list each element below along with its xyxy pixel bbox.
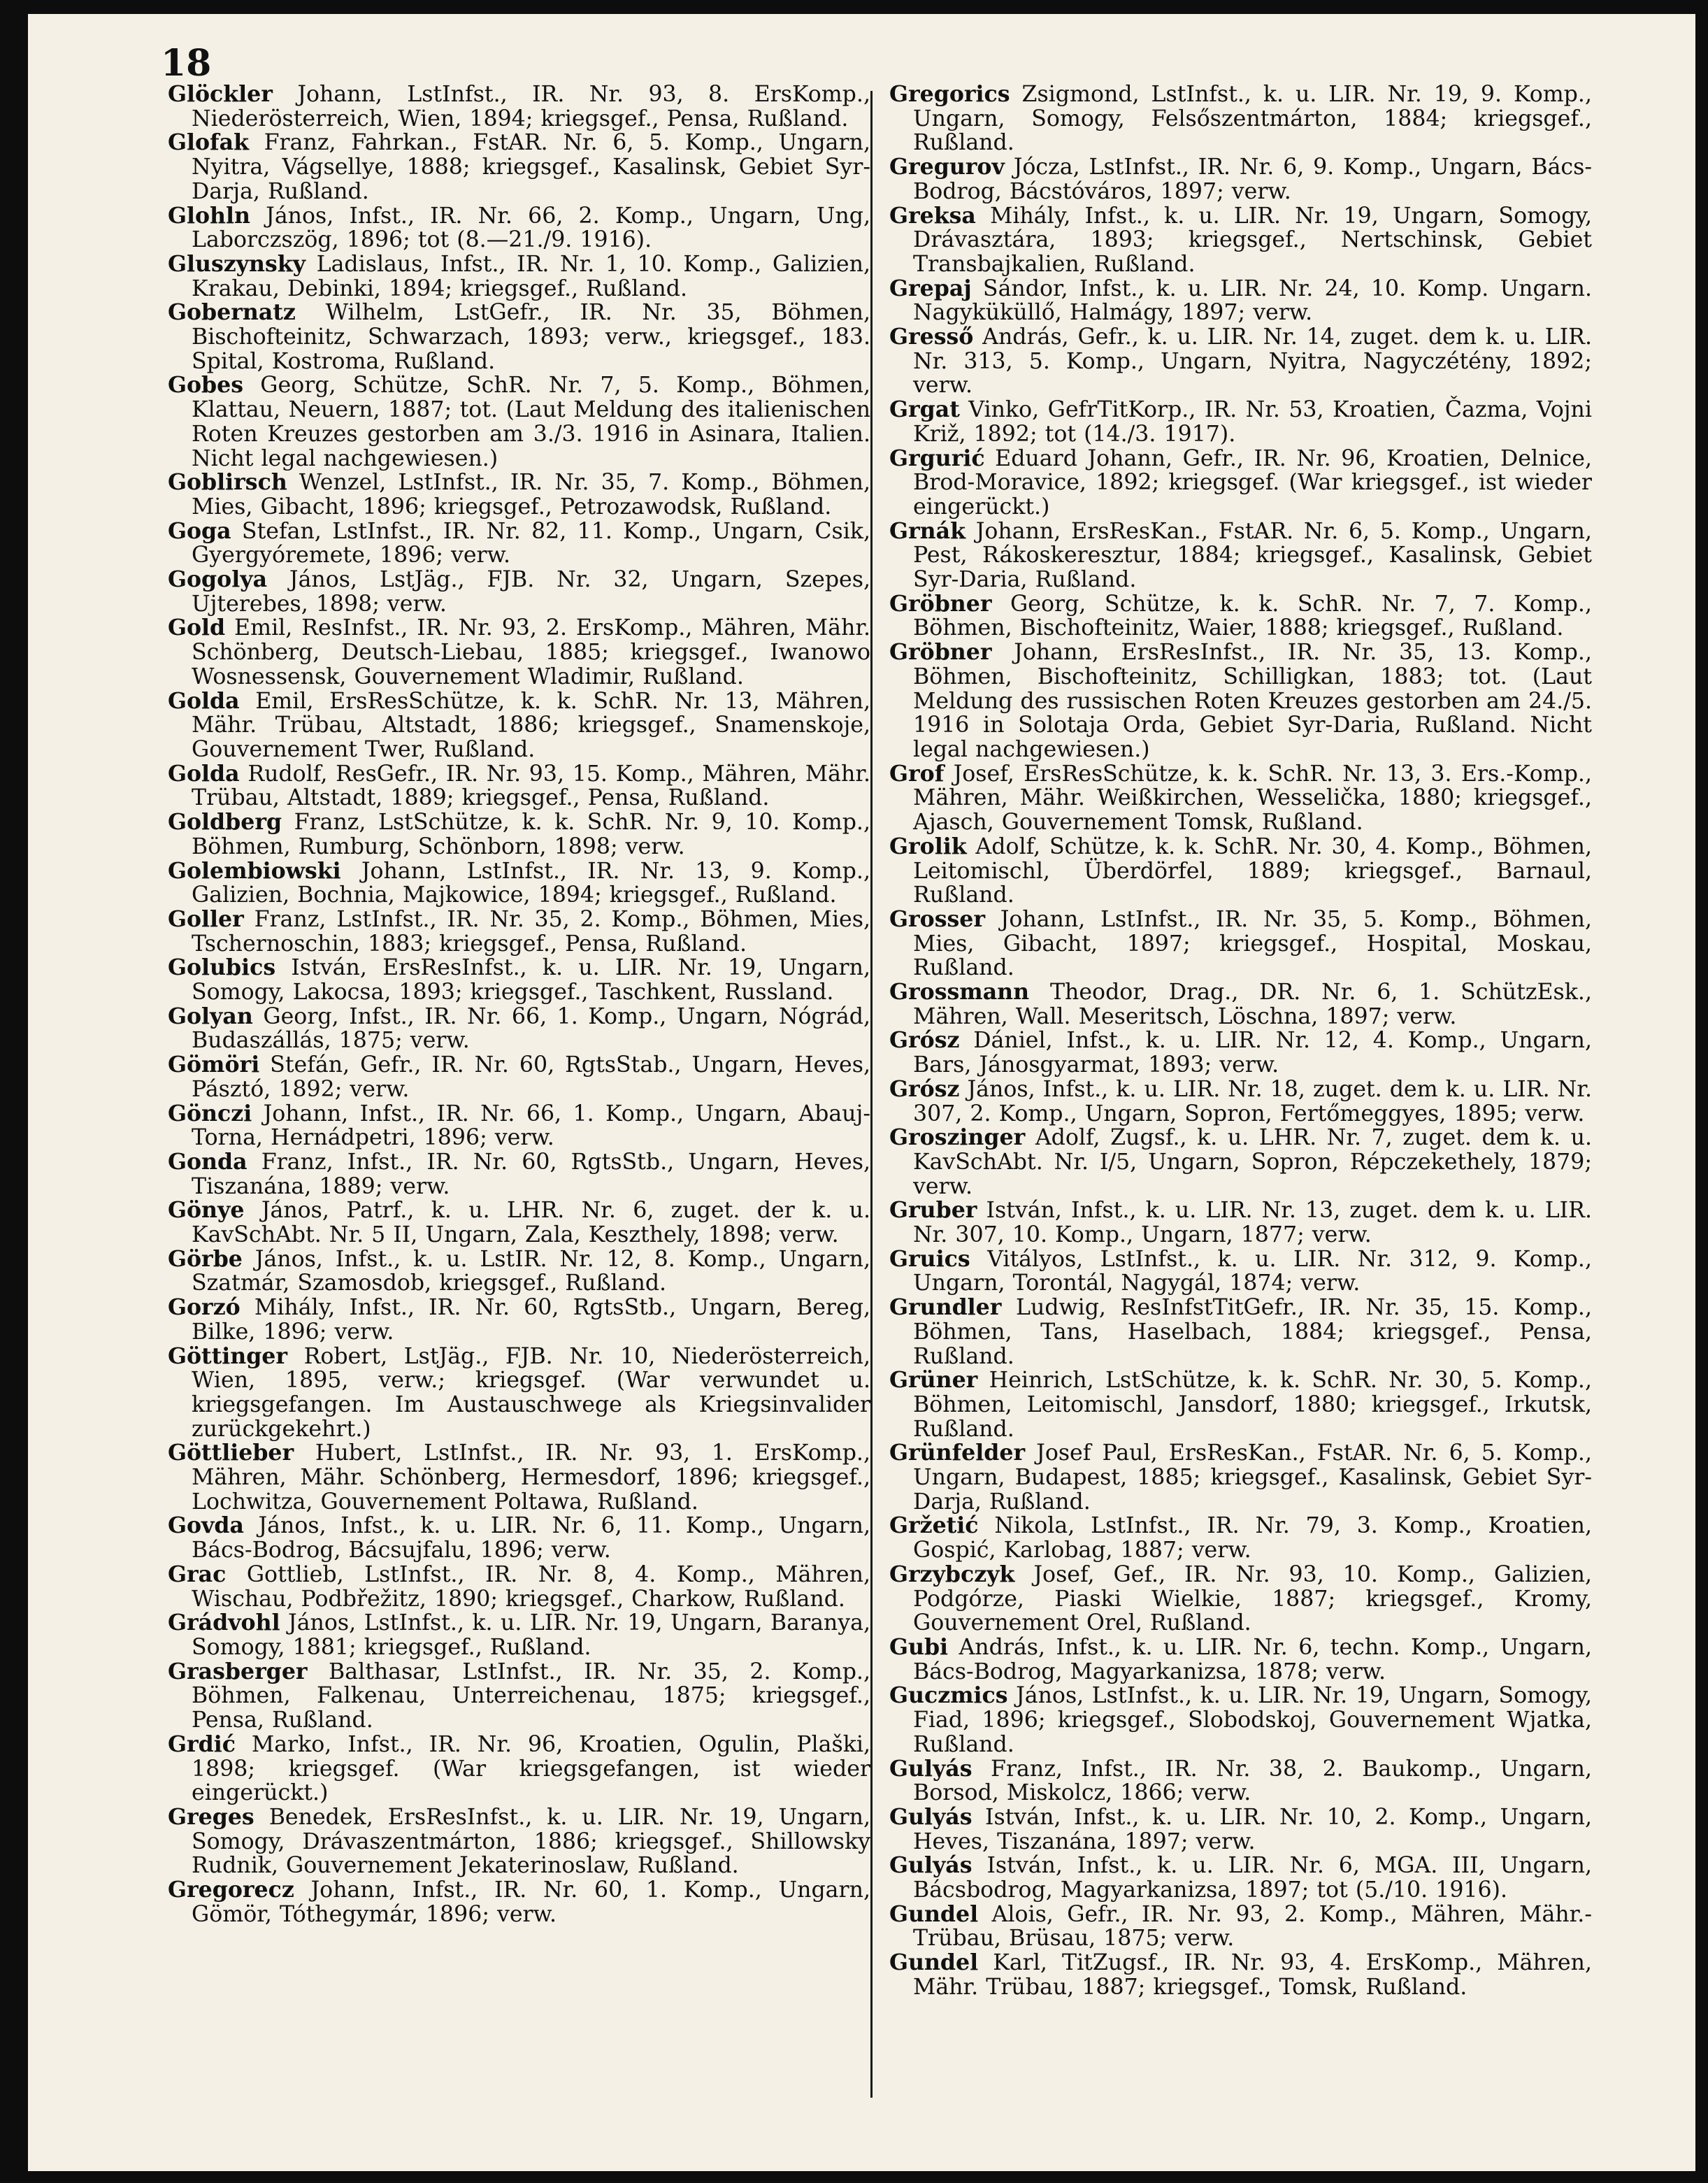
register-entry [168, 1441, 870, 1514]
register-entry [168, 616, 870, 689]
register-entry [889, 1029, 1592, 1077]
entry-surname: Goblirsch [168, 469, 287, 496]
register-entry [889, 1368, 1592, 1441]
register-entry [889, 1854, 1592, 1902]
entry-details: András, Gefr., k. u. LIR. Nr. 14, zuget. dem k. u. LIR. Nr. 313, 5. Komp., Ungarn, Nyitra, Nagyczétény, 1892; verw. [913, 324, 1593, 399]
entry-surname: Grósz [889, 1075, 960, 1102]
entry-surname: Golda [168, 687, 240, 714]
entry-details: Stefán, Gefr., IR. Nr. 60, RgtsStab., Ungarn, Heves, Pásztó, 1892; verw. [192, 1052, 870, 1102]
entry-details: Franz, Infst., IR. Nr. 60, RgtsStb., Ungarn, Heves, Tiszanána, 1889; verw. [192, 1149, 870, 1199]
entry-surname: Golubics [168, 954, 276, 981]
entry-surname: Gregorics [889, 81, 1010, 107]
entry-details: Rudolf, ResGefr., IR. Nr. 93, 15. Komp., Mähren, Mähr. Trübau, Altstadt, 1889; kriegsgef., Pensa, Rußland. [192, 761, 870, 811]
entry-details: Johann, LstInfst., IR. Nr. 93, 8. ErsKomp., Niederösterreich, Wien, 1894; kriegsgef., Pensa, Rußland. [192, 82, 870, 131]
entry-surname: Govda [168, 1512, 244, 1539]
entry-details: Jócza, LstInfst., IR. Nr. 6, 9. Komp., Ungarn, Bács-Bodrog, Bácstóváros, 1897; verw. [913, 155, 1592, 204]
register-entry [889, 83, 1592, 155]
entry-surname: Grosser [889, 906, 986, 932]
entry-details: Heinrich, LstSchütze, k. k. SchR. Nr. 30, 5. Komp., Böhmen, Leitomischl, Jansdorf, 1880; kriegsgef., Irkutsk, Rußland. [913, 1368, 1592, 1442]
register-entry [889, 517, 1592, 593]
entry-surname: Gogolya [168, 566, 268, 593]
register-entry [168, 252, 870, 301]
entry-surname: Gluszynsky [168, 250, 306, 277]
entry-details: Robert, LstJäg., FJB. Nr. 10, Niederösterreich, Wien, 1895, verw.; kriegsgef. (War verwundet u. kriegsgefangen. Im Austauschwege als Kriegsinvalider zurückgekehrt.) [192, 1343, 870, 1442]
entry-details: Georg, Schütze, k. k. SchR. Nr. 7, 7. Komp., Böhmen, Bischofteinitz, Waier, 1888; kriegsgef., Rußland. [913, 591, 1592, 641]
register-entry [889, 1636, 1592, 1684]
register-entry [889, 1247, 1592, 1296]
register-entry [168, 1005, 870, 1053]
page-number: 18 [161, 42, 212, 85]
register-entry [168, 301, 870, 373]
entry-details: Johann, ErsResInfst., IR. Nr. 35, 13. Komp., Böhmen, Bischofteinitz, Schilligkan, 1883; tot. (Laut Meldung des russischen Roten Kreuzes gestorben am 24./5. 1916 in Solotaja Orda, Gebiet Syr-Daria, Rußland. Nicht legal nachgewiesen.) [913, 640, 1592, 762]
entry-surname: Gregorecz [168, 1877, 294, 1903]
entry-surname: Glofak [168, 129, 250, 156]
entry-surname: Gobes [168, 372, 244, 399]
entry-details: István, Infst., k. u. LIR. Nr. 6, MGA. III, Ungarn, Bácsbodrog, Magyarkanizsa, 1897; tot (5./10. 1916). [913, 1853, 1593, 1903]
register-entry [168, 373, 870, 471]
entry-surname: Grüner [889, 1367, 978, 1394]
entry-details: Theodor, Drag., DR. Nr. 6, 1. SchützEsk., Mähren, Wall. Meseritsch, Löschna, 1897; verw. [913, 980, 1593, 1029]
register-entry [168, 1805, 870, 1878]
register-entry [889, 908, 1592, 980]
entry-details: Sándor, Infst., k. u. LIR. Nr. 24, 10. Komp. Ungarn. Nagyküküllő, Halmágy, 1897; verw. [913, 275, 1592, 326]
register-entry [168, 1053, 870, 1101]
entry-details: Ludwig, ResInfstTitGefr., IR. Nr. 35, 15. Komp., Böhmen, Tans, Haselbach, 1884; kriegsgef., Pensa, Rußland. [913, 1295, 1592, 1369]
register-entry [168, 1733, 870, 1805]
entry-surname: Gulyás [889, 1755, 973, 1782]
entry-details: Vinko, GefrTitKorp., IR. Nr. 53, Kroatien, Čazma, Vojni Križ, 1892; tot (14./3. 1917). [913, 397, 1592, 447]
register-entry [889, 835, 1592, 908]
register-entry [168, 689, 870, 762]
entry-surname: Gržetić [889, 1512, 979, 1539]
register-entry [168, 1514, 870, 1562]
entry-details: Mihály, Infst., k. u. LIR. Nr. 19, Ungarn, Somogy, Drávasztára, 1893; kriegsgef., Nertschinsk, Gebiet Transbajkalien, Rußland. [913, 203, 1592, 277]
entry-surname: Grgat [889, 396, 960, 423]
register-entry [168, 83, 870, 131]
column-divider [870, 91, 873, 2098]
entry-details: Johann, LstInfst., IR. Nr. 35, 5. Komp., Böhmen, Mies, Gibacht, 1897; kriegsgef., Hospital, Moskau, Rußland. [913, 906, 1592, 981]
scan-edge-top [0, 0, 1708, 14]
entry-details: Nikola, LstInfst., IR. Nr. 79, 3. Komp., Kroatien, Gospić, Karlobag, 1887; verw. [913, 1513, 1592, 1563]
entry-details: János, LstJäg., FJB. Nr. 32, Ungarn, Szepes, Ujterebes, 1898; verw. [192, 567, 870, 617]
register-entry [889, 1757, 1592, 1805]
register-entry [889, 277, 1592, 325]
entry-details: István, ErsResInfst., k. u. LIR. Nr. 19, Ungarn, Somogy, Lakocsa, 1893; kriegsgef., Taschkent, Russland. [192, 955, 870, 1005]
document-page [28, 14, 1695, 2171]
register-entry [168, 1345, 870, 1442]
register-entry [168, 1150, 870, 1198]
register-entry [168, 1198, 870, 1247]
register-entry [889, 1075, 1592, 1126]
entry-details: Emil, ResInfst., IR. Nr. 93, 2. ErsKomp., Mähren, Mähr. Schönberg, Deutsch-Liebau, 1885; kriegsgef., Iwanowo Wosnessensk, Gouvernement Wladimir, Rußland. [192, 615, 870, 689]
entry-details: Josef Paul, ErsResKan., FstAR. Nr. 6, 5. Komp., Ungarn, Budapest, 1885; kriegsgef., Kasalinsk, Gebiet Syr-Darja, Rußland. [913, 1440, 1592, 1515]
register-entry [889, 325, 1592, 398]
entry-surname: Grgurić [889, 445, 985, 471]
entry-surname: Goga [168, 517, 231, 544]
entry-surname: Gold [168, 615, 226, 641]
register-entry [889, 1126, 1592, 1198]
register-entry [168, 1563, 870, 1611]
entry-details: Wenzel, LstInfst., IR. Nr. 35, 7. Komp., Böhmen, Mies, Gibacht, 1896; kriegsgef., Petrozawodsk, Rußland. [192, 470, 870, 520]
register-entry [889, 592, 1592, 640]
register-entry [889, 204, 1592, 277]
entry-surname: Gonda [168, 1148, 247, 1175]
entry-details: János, Patrf., k. u. LHR. Nr. 6, zuget. der k. u. KavSchAbt. Nr. 5 II, Ungarn, Zala, Keszthely, 1898; verw. [192, 1198, 870, 1248]
entry-surname: Gundel [889, 1949, 979, 1976]
entry-details: Franz, Fahrkan., FstAR. Nr. 6, 5. Komp., Ungarn, Nyitra, Vágsellye, 1888; kriegsgef., Kasalinsk, Gebiet Syr-Darja, Rußland. [192, 130, 870, 204]
entry-details: Georg, Schütze, SchR. Nr. 7, 5. Komp., Böhmen, Klattau, Neuern, 1887; tot. (Laut Meldung des italienischen Roten Kreuzes gestorben am 3./3. 1916 in Asinara, Italien. Nicht legal nachgewiesen.) [192, 373, 870, 471]
register-entry [168, 810, 870, 859]
entry-details: Adolf, Schütze, k. k. SchR. Nr. 30, 4. Komp., Böhmen, Leitomischl, Überdörfel, 1889; kriegsgef., Barnaul, Rußland. [913, 833, 1592, 908]
entry-details: Johann, ErsResKan., FstAR. Nr. 6, 5. Komp., Ungarn, Pest, Rákoskeresztur, 1884; kriegsgef., Kasalinsk, Gebiet Syr-Daria, Rußland. [913, 518, 1592, 593]
entry-surname: Guczmics [889, 1682, 1008, 1709]
entry-surname: Gorzó [168, 1294, 241, 1321]
register-entry [889, 1198, 1592, 1247]
entry-surname: Gresső [889, 324, 974, 350]
entry-surname: Gundel [889, 1901, 979, 1927]
entry-surname: Grünfelder [889, 1440, 1026, 1466]
left-column [168, 83, 870, 1926]
register-entry [889, 1296, 1592, 1368]
entry-details: Adolf, Zugsf., k. u. LHR. Nr. 7, zuget. dem k. u. KavSchAbt. Nr. I/5, Ungarn, Sopron, Répczekethely, 1879; verw. [913, 1125, 1593, 1199]
entry-details: Eduard Johann, Gefr., IR. Nr. 96, Kroatien, Delnice, Brod-Moravice, 1892; kriegsgef. (War kriegsgef., ist wieder eingerückt.) [913, 445, 1592, 520]
entry-surname: Gruics [889, 1245, 970, 1272]
entry-details: Mihály, Infst., IR. Nr. 60, RgtsStb., Ungarn, Bereg, Bilke, 1896; verw. [192, 1295, 870, 1345]
entry-surname: Grac [168, 1561, 227, 1587]
entry-surname: Gönye [168, 1197, 245, 1224]
register-entry [889, 398, 1592, 446]
entry-details: Georg, Infst., IR. Nr. 66, 1. Komp., Ungarn, Nógrád, Budaszállás, 1875; verw. [192, 1003, 870, 1054]
entry-surname: Grundler [889, 1294, 1002, 1321]
register-entry [889, 155, 1592, 203]
entry-details: Alois, Gefr., IR. Nr. 93, 2. Komp., Mähren, Mähr.-Trübau, Brüsau, 1875; verw. [913, 1901, 1593, 1952]
entry-details: Stefan, LstInfst., IR. Nr. 82, 11. Komp., Ungarn, Csik, Gyergyóremete, 1896; verw. [192, 518, 870, 568]
register-entry [168, 1102, 870, 1150]
entry-details: János, Infst., IR. Nr. 66, 2. Komp., Ungarn, Ung, Laborczszög, 1896; tot (8.—21./9. 1916). [192, 203, 870, 253]
entry-details: Benedek, ErsResInfst., k. u. LIR. Nr. 19, Ungarn, Somogy, Drávaszentmárton, 1886; kriegsgef., Shillowsky Rudnik, Gouvernement Jekaterinoslaw, Rußland. [192, 1804, 871, 1879]
entry-surname: Gregurov [889, 154, 1005, 180]
entry-surname: Grzybczyk [889, 1561, 1015, 1587]
entry-details: Balthasar, LstInfst., IR. Nr. 35, 2. Komp., Böhmen, Falkenau, Unterreichenau, 1875; kriegsgef., Pensa, Rußland. [192, 1659, 871, 1733]
register-entry [168, 956, 870, 1004]
right-column [889, 83, 1592, 2000]
entry-surname: Grósz [889, 1027, 960, 1054]
entry-details: Johann, LstInfst., IR. Nr. 13, 9. Komp., Galizien, Bochnia, Majkowice, 1894; kriegsgef., Rußland. [192, 858, 870, 908]
register-entry [168, 1660, 870, 1733]
entry-surname: Göttinger [168, 1343, 288, 1369]
entry-surname: Grádvohl [168, 1610, 280, 1636]
register-entry [889, 447, 1592, 520]
entry-details: Marko, Infst., IR. Nr. 96, Kroatien, Ogulin, Plaški, 1898; kriegsgef. (War kriegsgefangen, ist wieder eingerückt.) [192, 1731, 870, 1806]
register-entry [168, 1247, 870, 1296]
register-entry [889, 980, 1592, 1029]
entry-details: János, Infst., k. u. LstIR. Nr. 12, 8. Komp., Ungarn, Szatmár, Szamosdob, kriegsgef., Rußland. [192, 1246, 870, 1296]
register-entry [168, 1296, 870, 1344]
register-entry [889, 1951, 1592, 1999]
entry-details: István, Infst., k. u. LIR. Nr. 10, 2. Komp., Ungarn, Heves, Tiszanána, 1897; verw. [913, 1804, 1593, 1854]
entry-details: Ladislaus, Infst., IR. Nr. 1, 10. Komp., Galizien, Krakau, Debinki, 1894; kriegsgef., Rußland. [192, 251, 870, 301]
entry-details: Franz, LstSchütze, k. k. SchR. Nr. 9, 10. Komp., Böhmen, Rumburg, Schönborn, 1898; verw. [192, 810, 871, 859]
register-entry [168, 908, 870, 956]
register-entry [168, 204, 870, 252]
entry-surname: Gröbner [889, 639, 992, 666]
entry-details: Josef, ErsResSchütze, k. k. SchR. Nr. 13, 3. Ers.-Komp., Mähren, Mähr. Weißkirchen, Wesselička, 1880; kriegsgef., Ajasch, Gouvernement Tomsk, Rußland. [913, 761, 1593, 836]
register-entry [889, 1563, 1592, 1636]
register-entry [168, 859, 870, 908]
scan-edge-right [1695, 0, 1708, 2183]
register-entry [889, 1441, 1592, 1514]
entry-surname: Greksa [889, 202, 976, 229]
entry-surname: Göttlieber [168, 1440, 294, 1466]
entry-details: Vitályos, LstInfst., k. u. LIR. Nr. 312, 9. Komp., Ungarn, Torontál, Nagygál, 1874; verw. [913, 1246, 1592, 1296]
register-entry [168, 568, 870, 616]
entry-surname: Grolik [889, 833, 967, 859]
register-entry [168, 1878, 870, 1926]
entry-surname: Gömöri [168, 1052, 260, 1078]
register-entry [889, 1684, 1592, 1756]
entry-surname: Grossmann [889, 979, 1030, 1005]
entry-surname: Goller [168, 906, 244, 932]
register-entry [168, 762, 870, 810]
entry-details: Wilhelm, LstGefr., IR. Nr. 35, Böhmen, Bischofteinitz, Schwarzach, 1893; verw., kriegsgef., 183. Spital, Kostroma, Rußland. [192, 300, 870, 374]
entry-surname: Grepaj [889, 275, 972, 301]
entry-surname: Golyan [168, 1003, 253, 1029]
entry-surname: Gubi [889, 1634, 949, 1660]
entry-details: András, Infst., k. u. LIR. Nr. 6, techn. Komp., Ungarn, Bács-Bodrog, Magyarkanizsa, 1878; verw. [913, 1635, 1592, 1684]
entry-surname: Greges [168, 1803, 254, 1830]
entry-details: János, LstInfst., k. u. LIR. Nr. 19, Ungarn, Somogy, Fiad, 1896; kriegsgef., Slobodskoj, Gouvernement Wjatka, Rußland. [913, 1683, 1592, 1757]
entry-surname: Gulyás [889, 1852, 973, 1879]
register-entry [168, 517, 870, 568]
entry-details: Hubert, LstInfst., IR. Nr. 93, 1. ErsKomp., Mähren, Mähr. Schönberg, Hermesdorf, 1896; kriegsgef., Lochwitza, Gouvernement Poltawa, Rußland. [192, 1440, 871, 1515]
scan-edge-left [0, 0, 28, 2183]
entry-surname: Gobernatz [168, 299, 296, 326]
entry-surname: Glöckler [168, 81, 273, 107]
entry-surname: Golembiowski [168, 857, 341, 884]
entry-surname: Groszinger [889, 1124, 1026, 1151]
entry-details: János, Infst., k. u. LIR. Nr. 18, zuget. dem k. u. LIR. Nr. 307, 2. Komp., Ungarn, Sopron, Fertőmeggyes, 1895; verw. [913, 1076, 1592, 1126]
register-entry [889, 762, 1592, 835]
entry-details: István, Infst., k. u. LIR. Nr. 13, zuget. dem k. u. LIR. Nr. 307, 10. Komp., Ungarn, 1877; verw. [913, 1198, 1592, 1248]
entry-surname: Gröbner [889, 590, 992, 617]
entry-details: Franz, LstInfst., IR. Nr. 35, 2. Komp., Böhmen, Mies, Tschernoschin, 1883; kriegsgef., Pensa, Rußland. [192, 906, 871, 957]
entry-details: János, LstInfst., k. u. LIR. Nr. 19, Ungarn, Baranya, Somogy, 1881; kriegsgef., Rußland. [192, 1610, 871, 1660]
entry-surname: Gönczi [168, 1100, 252, 1126]
entry-surname: Gulyás [889, 1803, 973, 1830]
entry-surname: Grasberger [168, 1658, 308, 1684]
entry-details: Dániel, Infst., k. u. LIR. Nr. 12, 4. Komp., Ungarn, Bars, Jánosgyarmat, 1893; verw. [913, 1028, 1592, 1078]
entry-surname: Glohln [168, 202, 250, 229]
register-entry [889, 640, 1592, 762]
entry-surname: Golda [168, 760, 240, 787]
entry-details: Karl, TitZugsf., IR. Nr. 93, 4. ErsKomp., Mähren, Mähr. Trübau, 1887; kriegsgef., Tomsk, Rußland. [913, 1950, 1592, 2000]
entry-surname: Grnák [889, 517, 966, 544]
register-entry [889, 1903, 1592, 1951]
entry-surname: Görbe [168, 1245, 243, 1272]
scan-edge-bottom [0, 2171, 1708, 2183]
entry-details: Franz, Infst., IR. Nr. 38, 2. Baukomp., Ungarn, Borsod, Miskolcz, 1866; verw. [913, 1756, 1592, 1806]
register-entry [889, 1805, 1592, 1854]
entry-details: Johann, Infst., IR. Nr. 66, 1. Komp., Ungarn, Abauj-Torna, Hernádpetri, 1896; verw. [192, 1101, 870, 1151]
entry-details: János, Infst., k. u. LIR. Nr. 6, 11. Komp., Ungarn, Bács-Bodrog, Bácsujfalu, 1896; verw. [192, 1513, 870, 1563]
register-entry [168, 1611, 870, 1659]
entry-details: Johann, Infst., IR. Nr. 60, 1. Komp., Ungarn, Gömör, Tóthegymár, 1896; verw. [192, 1877, 870, 1927]
entry-details: Gottlieb, LstInfst., IR. Nr. 8, 4. Komp., Mähren, Wischau, Podbřežitz, 1890; kriegsgef., Charkow, Rußland. [192, 1561, 870, 1612]
entry-details: Emil, ErsResSchütze, k. k. SchR. Nr. 13, Mähren, Mähr. Trübau, Altstadt, 1886; kriegsgef., Snamenskoje, Gouvernement Twer, Rußland. [192, 688, 870, 762]
entry-details: Zsigmond, LstInfst., k. u. LIR. Nr. 19, 9. Komp., Ungarn, Somogy, Felsőszentmárton, 1884; kriegsgef., Rußland. [913, 82, 1592, 156]
entry-surname: Gruber [889, 1197, 977, 1224]
entry-surname: Grof [889, 760, 945, 787]
register-entry [168, 131, 870, 203]
entry-surname: Goldberg [168, 809, 282, 836]
entry-surname: Grdić [168, 1731, 236, 1757]
entry-details: Josef, Gef., IR. Nr. 93, 10. Komp., Galizien, Podgórze, Piaski Wielkie, 1887; kriegsgef., Kromy, Gouvernement Orel, Rußland. [913, 1561, 1592, 1636]
register-entry [889, 1514, 1592, 1562]
register-entry [168, 471, 870, 519]
